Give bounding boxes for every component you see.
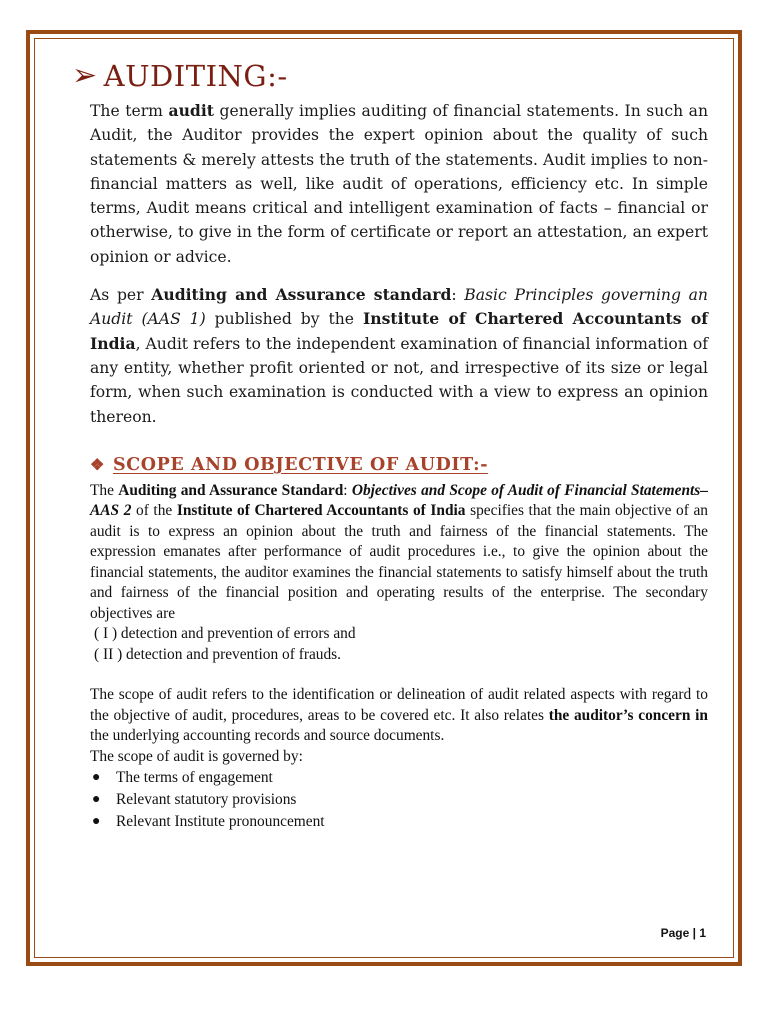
objective-item-1: ( I ) detection and prevention of errors and bbox=[94, 625, 356, 643]
scope-bullet-list bbox=[90, 767, 708, 833]
page-number: Page | 1 bbox=[660, 926, 706, 940]
page-title bbox=[72, 58, 708, 93]
scope-heading bbox=[90, 455, 708, 475]
list-item: ● The terms of engagement bbox=[116, 767, 708, 789]
scope-paragraph-3: The scope of audit is governed by: bbox=[90, 747, 303, 765]
intro-paragraph-2: As per Auditing and Assurance standard: Basic Principles governing an Audit (AAS 1) published by the Institute of Chartered Accountants of India, Audit refers to the independent examination of financial information of any entity, whether profit oriented or not, and irrespective of its size or legal form, when such examination is conducted with a view to express an opinion thereon. bbox=[90, 285, 708, 426]
page-title-text: AUDITING:- bbox=[103, 58, 288, 93]
bullet-icon: ● bbox=[92, 792, 101, 808]
scope-heading-text: SCOPE AND OBJECTIVE OF AUDIT:- bbox=[112, 454, 489, 475]
bullet-icon: ● bbox=[92, 814, 101, 830]
intro-paragraph-1: The term audit generally implies auditing of financial statements. In such an Audit, the Auditor provides the expert opinion about the quality of such statements & merely attests the truth of the statements. Audit implies to non-financial matters as well, like audit of operations, efficiency etc. In simple terms, Audit means critical and intelligent examination of facts – financial or otherwise, to give in the form of certificate or report an attestation, an expert opinion or advice. bbox=[90, 101, 708, 266]
diamond-bullet-icon: ❖ bbox=[90, 455, 105, 475]
page-content bbox=[72, 50, 708, 833]
bullet-icon: ● bbox=[92, 770, 101, 786]
list-item: ● Relevant statutory provisions bbox=[116, 789, 708, 811]
scope-paragraph-1: The Auditing and Assurance Standard: Objectives and Scope of Audit of Financial Statements– AAS 2 of the Institute of Chartered Accountants of India specifies that the main objective of an audit is to express an opinion about the truth and fairness of the financial statements. The expression emanates after performance of audit procedures i.e., to give the opinion about the financial statements, the auditor examines the financial statements to satisfy himself about the truth and fairness of the financial position and operating results of the enterprise. The secondary objectives are bbox=[90, 481, 708, 622]
list-item: ● Relevant Institute pronouncement bbox=[116, 811, 708, 833]
objective-item-2: ( II ) detection and prevention of frauds. bbox=[94, 645, 342, 663]
scope-paragraph-2: The scope of audit refers to the identification or delineation of audit related aspects with regard to the objective of audit, procedures, areas to be covered etc. It also relates the auditor’s concern in the underlying accounting records and source documents. bbox=[90, 686, 708, 745]
arrow-bullet-icon: ➢ bbox=[72, 58, 98, 93]
